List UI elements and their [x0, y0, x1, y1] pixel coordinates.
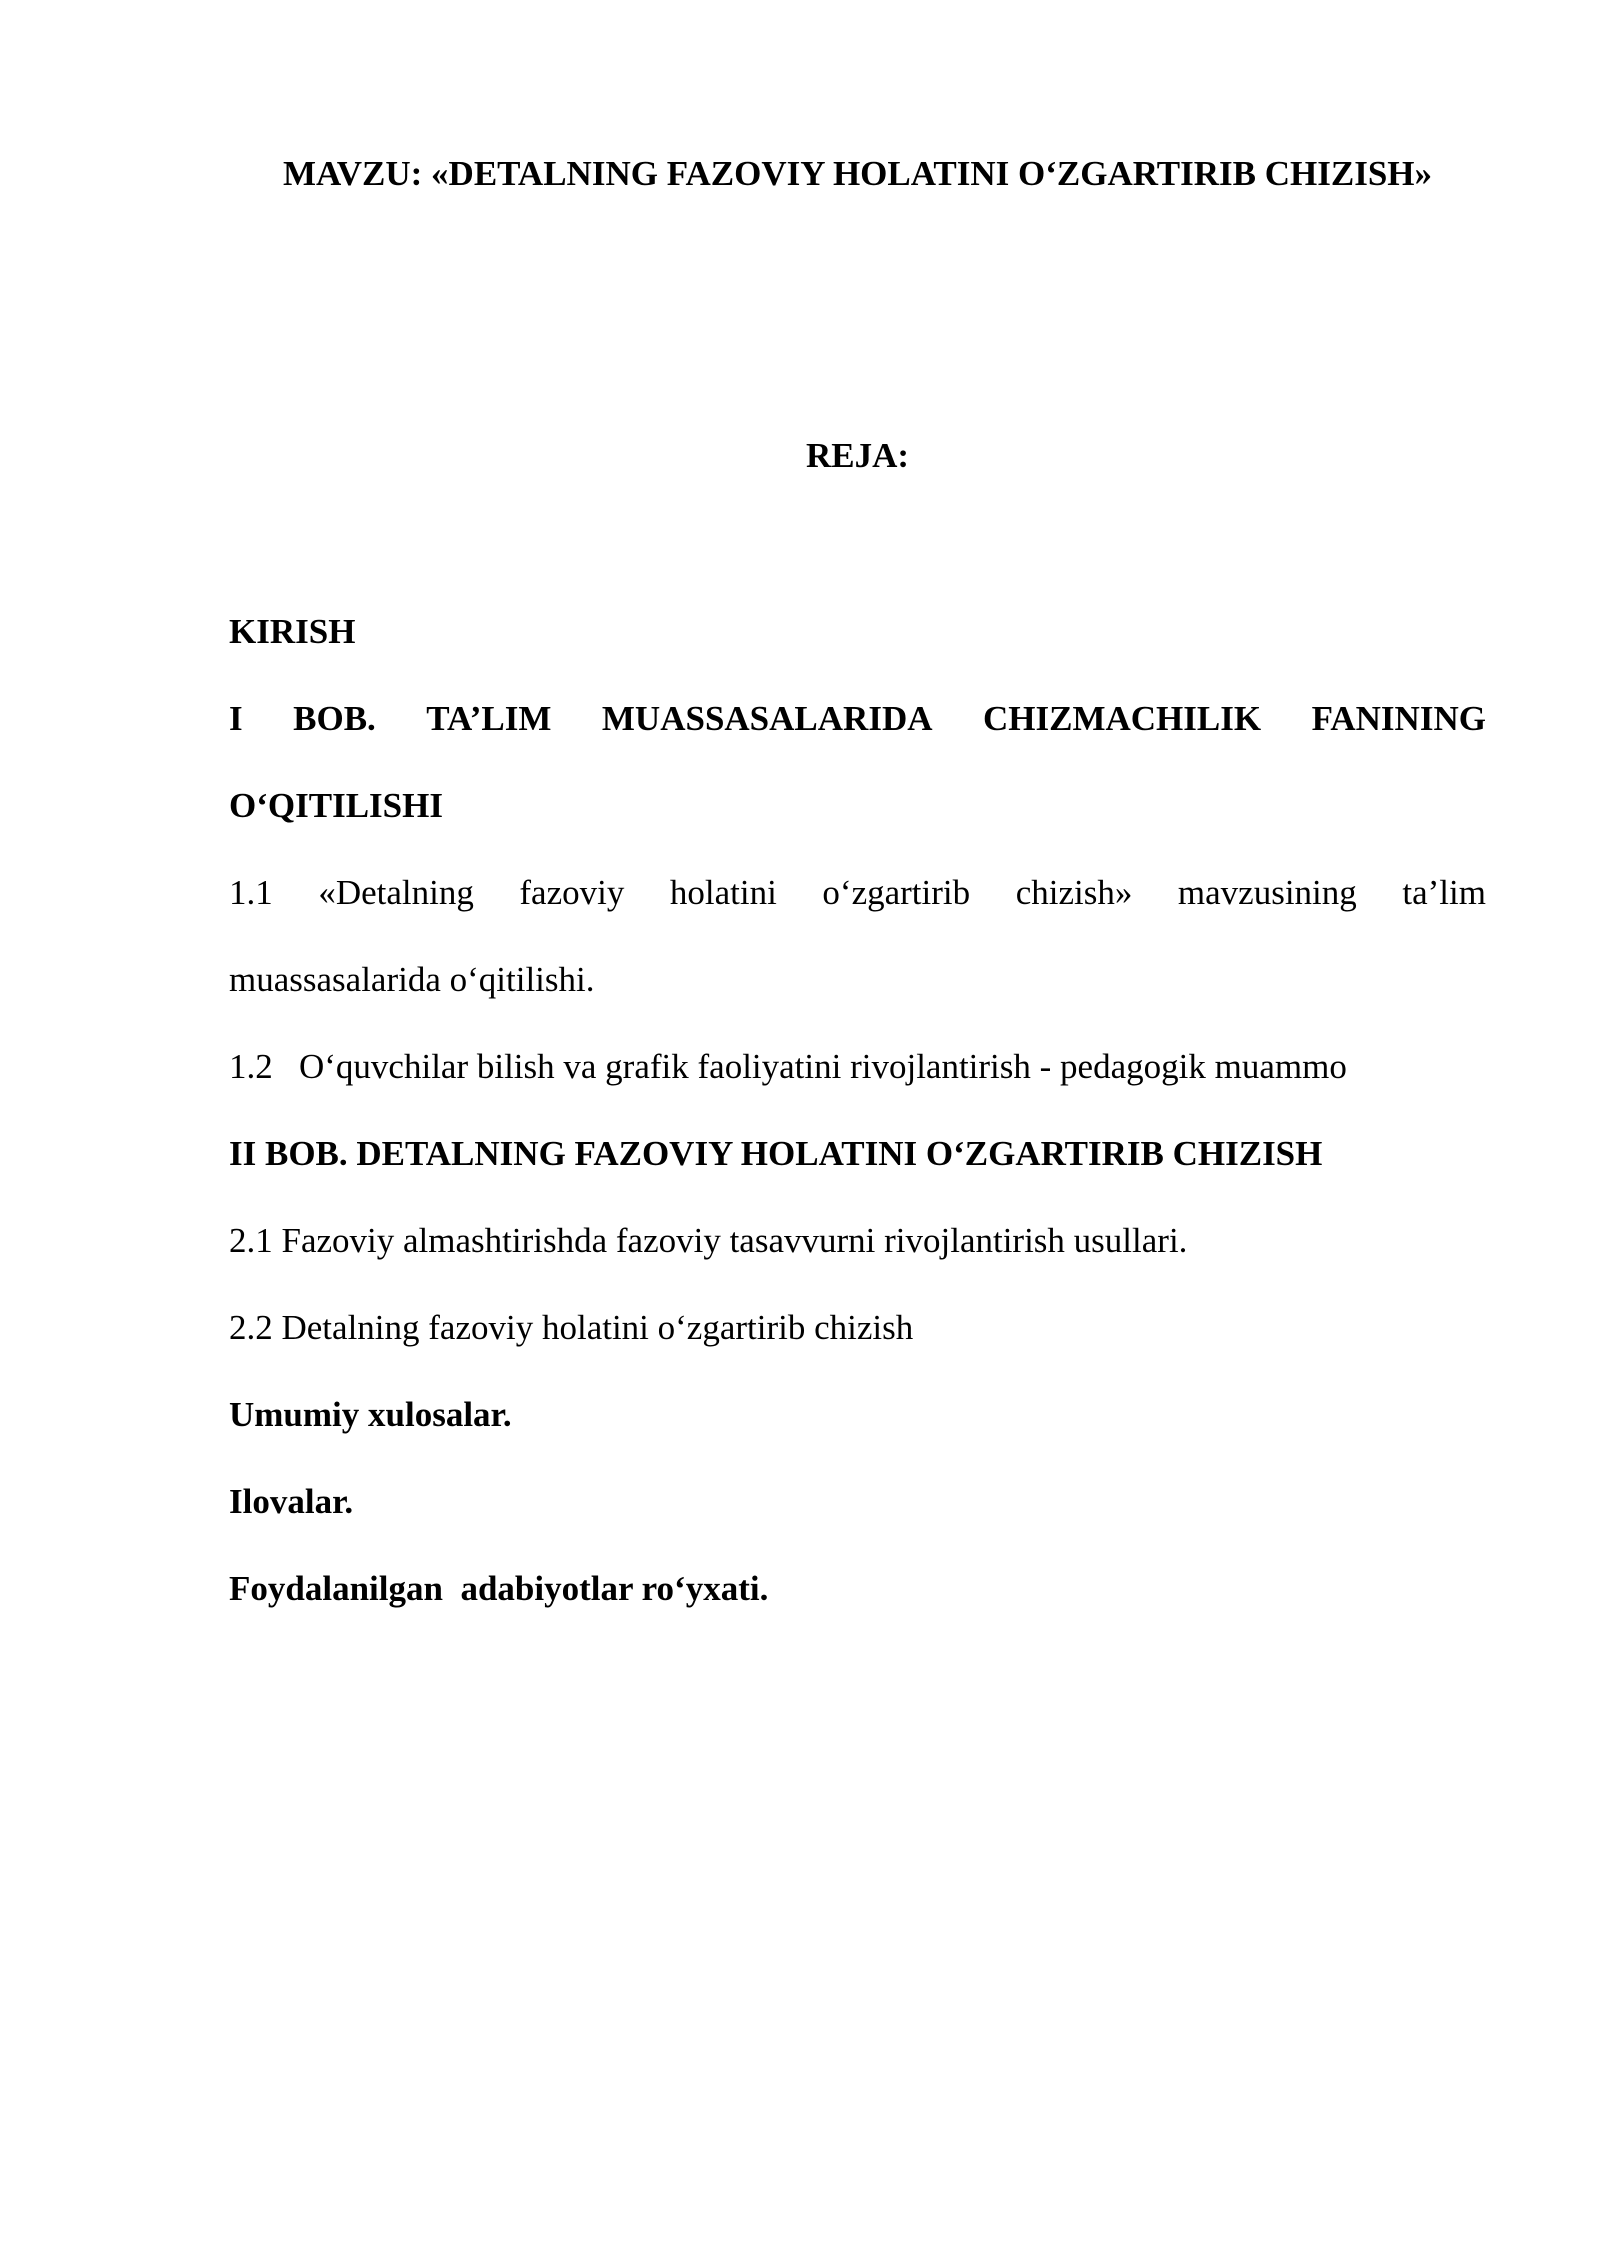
toc-item-1-1-line1: [229, 871, 1486, 915]
toc-item-2-2: 2.2 Detalning fazoviy holatini o‘zgartirib chizish: [229, 1308, 914, 1347]
toc-word: ta’lim: [1402, 873, 1486, 912]
toc-references: Foydalanilgan adabiyotlar ro‘yxati.: [229, 1569, 769, 1608]
toc-word: mavzusining: [1177, 873, 1357, 912]
document-title: MAVZU: «DETALNING FAZOVIY HOLATINI O‘ZGARTIRIB CHIZISH»: [282, 154, 1433, 193]
toc-item-1-1-line2: muassasalarida o‘qitilishi.: [229, 960, 595, 999]
toc-item-2-1: 2.1 Fazoviy almashtirishda fazoviy tasavvurni rivojlantirish usullari.: [229, 1221, 1188, 1260]
toc-word: holatini: [669, 873, 777, 912]
toc-word: FANINING: [1311, 699, 1486, 738]
toc-word: o‘zgartirib: [822, 873, 971, 912]
toc-appendices: Ilovalar.: [229, 1482, 354, 1521]
toc-word: «Detalning: [318, 873, 474, 912]
toc-word: TA’LIM: [426, 699, 552, 738]
toc-introduction: KIRISH: [229, 612, 356, 651]
toc-word: MUASSASALARIDA: [601, 699, 933, 738]
toc-word: CHIZMACHILIK: [983, 699, 1262, 738]
toc-chapter1-line1: [229, 697, 1486, 741]
toc-word: I: [229, 699, 243, 738]
toc-word: 1.1: [229, 873, 273, 912]
toc-word: fazoviy: [519, 873, 625, 912]
toc-chapter2: II BOB. DETALNING FAZOVIY HOLATINI O‘ZGARTIRIB CHIZISH: [229, 1134, 1323, 1173]
toc-word: BOB.: [293, 699, 376, 738]
toc-word: chizish»: [1015, 873, 1133, 912]
toc-item-1-2: 1.2 O‘quvchilar bilish va grafik faoliyatini rivojlantirish - pedagogik muammo: [229, 1047, 1347, 1086]
toc-conclusions: Umumiy xulosalar.: [229, 1395, 512, 1434]
plan-heading: REJA:: [805, 436, 910, 475]
toc-chapter1-line2: O‘QITILISHI: [229, 786, 443, 825]
